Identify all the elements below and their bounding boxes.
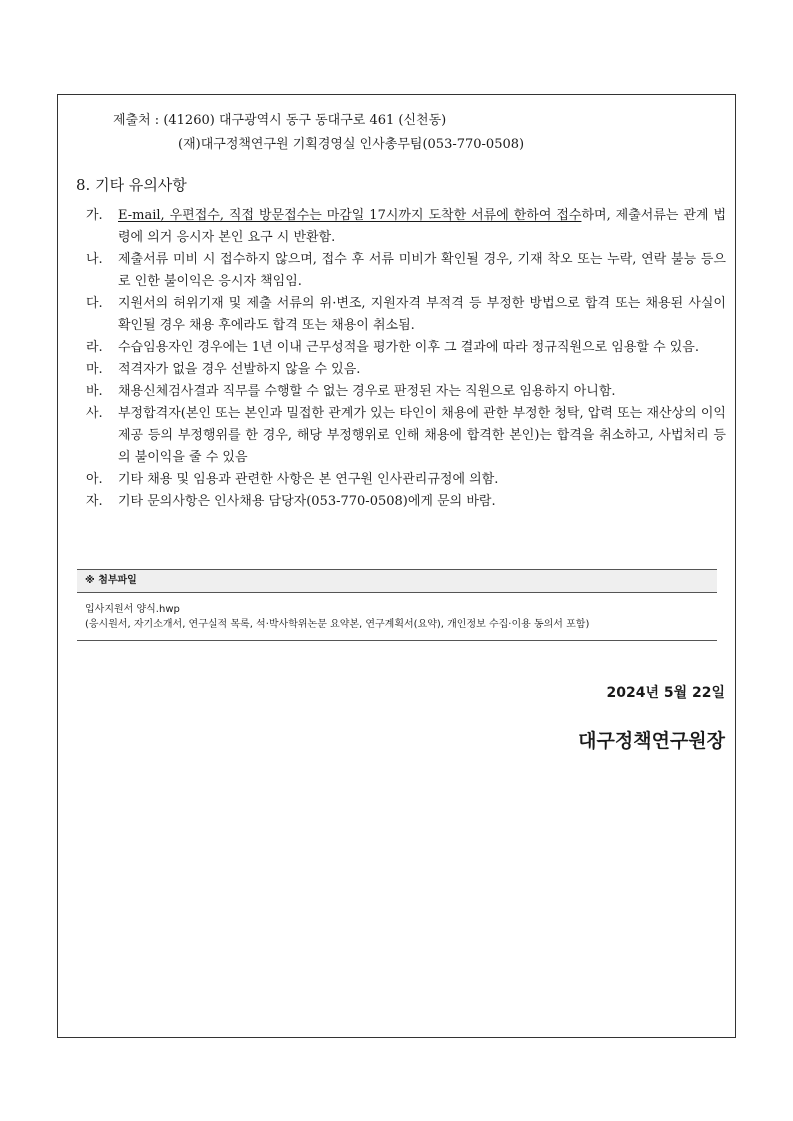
- attachment-file-name: 입사지원서 양식.hwp: [85, 604, 180, 615]
- note-item: [86, 359, 726, 381]
- submission-office: (재)대구정책연구원 기획경영실 인사총무팀(053-770-0508): [178, 137, 525, 152]
- note-marker: 라.: [86, 340, 103, 355]
- note-item: [86, 293, 726, 337]
- note-marker: 가.: [86, 208, 103, 223]
- note-text: 지원서의 허위기재 및 제출 서류의 위·변조, 지원자격 부적격 등 부정한 방법으로 합격 또는 채용된 사실이 확인될 경우 채용 후에라도 합격 또는 채용이 취소됨.: [118, 296, 726, 333]
- notes-list: [86, 205, 726, 513]
- document-frame: [57, 94, 736, 1038]
- document-date: 2024년 5월 22일: [606, 685, 725, 701]
- attachment-description: (응시원서, 자기소개서, 연구실적 목록, 석·박사학위논문 요약본, 연구계획서(요약), 개인정보 수집·이용 동의서 포함): [85, 619, 590, 630]
- note-text: 채용신체검사결과 직무를 수행할 수 없는 경우로 판정된 자는 직원으로 임용하지 아니함.: [118, 384, 616, 399]
- note-marker: 마.: [86, 362, 103, 377]
- note-marker: 다.: [86, 296, 103, 311]
- note-underlined-text: E-mail, 우편접수, 직접 방문접수는 마감일 17시까지 도착한 서류에 한하여 접수: [118, 208, 582, 223]
- note-marker: 자.: [86, 494, 103, 509]
- note-item: [86, 403, 726, 469]
- note-item: [86, 337, 726, 359]
- note-text: 적격자가 없을 경우 선발하지 않을 수 있음.: [118, 362, 361, 377]
- note-marker: 사.: [86, 406, 103, 421]
- attachments-header: ※ 첨부파일: [77, 569, 717, 593]
- note-item: [86, 249, 726, 293]
- note-text: 제출서류 미비 시 접수하지 않으며, 접수 후 서류 미비가 확인될 경우, 기재 착오 또는 누락, 연락 불능 등으로 인한 불이익은 응시자 책임임.: [118, 252, 726, 289]
- attachments-box: [77, 593, 717, 641]
- submission-address: 제출처 : (41260) 대구광역시 동구 동대구로 461 (신천동): [113, 113, 447, 128]
- note-item: [86, 381, 726, 403]
- note-text: 수습임용자인 경우에는 1년 이내 근무성적을 평가한 이후 그 결과에 따라 정규직원으로 임용할 수 있음.: [118, 340, 700, 355]
- section-title: 8. 기타 유의사항: [76, 176, 187, 194]
- note-item: [86, 205, 726, 249]
- note-marker: 바.: [86, 384, 103, 399]
- note-text: 기타 채용 및 임용과 관련한 사항은 본 연구원 인사관리규정에 의함.: [118, 472, 499, 487]
- note-item: [86, 469, 726, 491]
- note-text: 기타 문의사항은 인사채용 담당자(053-770-0508)에게 문의 바람.: [118, 494, 496, 509]
- note-text: 부정합격자(본인 또는 본인과 밀접한 관계가 있는 타인이 채용에 관한 부정한 청탁, 압력 또는 재산상의 이익 제공 등의 부정행위를 한 경우, 해당 부정행위로 인해 채용에 합격한 본인)는 합격을 취소하고, 사법처리 등의 불이익을 줄 수 있음: [118, 406, 726, 465]
- note-marker: 나.: [86, 252, 103, 267]
- note-item: [86, 491, 726, 513]
- issuer-signature: 대구정책연구원장: [578, 730, 725, 752]
- note-text: 하며, 제출서류는 관계 법령에 의거 응시자 본인 요구 시 반환함.: [118, 208, 726, 245]
- note-marker: 아.: [86, 472, 103, 487]
